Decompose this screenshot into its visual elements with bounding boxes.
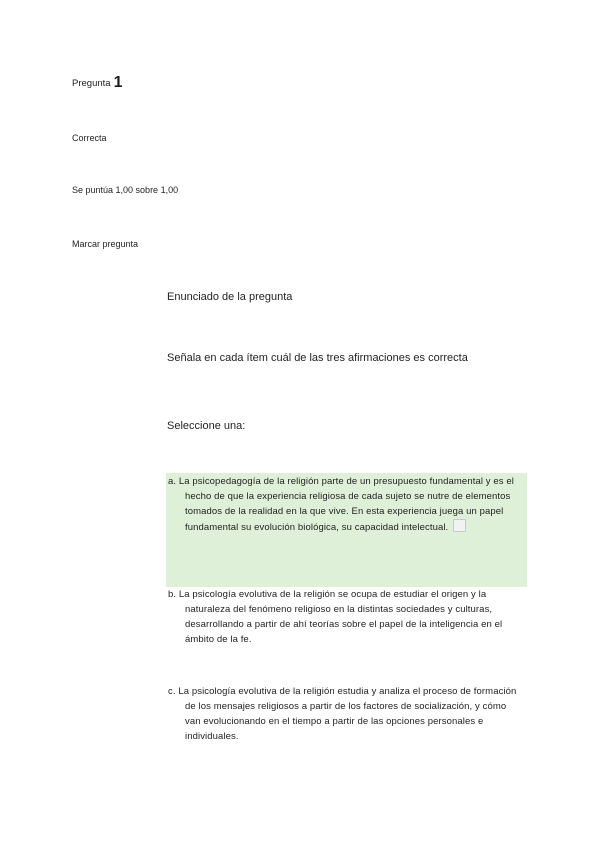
answer-letter: a. <box>168 476 177 487</box>
answer-text-wrapper <box>168 684 521 744</box>
answer-text: La psicopedagogía de la religión parte de un presupuesto fundamental y es el hecho de que la experiencia religiosa de cada sujeto se nutre de elementos tomados de la realidad en la que vive. En esta experiencia juega un papel fundamental su evolución biológica, su capacidad intelectual. <box>178 476 514 533</box>
answer-text: La psicología evolutiva de la religión se ocupa de estudiar el origen y la naturaleza del fenómeno religioso en la distintas sociedades y culturas, desarrollando a partir de ahí teorías sobre el papel de la inteligencia en el ámbito de la fe. <box>178 589 503 645</box>
answer-text-wrapper <box>168 587 521 647</box>
correct-mark-icon <box>453 519 466 532</box>
question-grade: Se puntúa 1,00 sobre 1,00 <box>72 185 179 195</box>
statement-heading: Enunciado de la pregunta <box>167 291 293 303</box>
answer-option-a[interactable] <box>166 473 527 587</box>
question-text: Señala en cada ítem cuál de las tres afirmaciones es correcta <box>167 352 468 364</box>
answer-text: La psicología evolutiva de la religión estudia y analiza el proceso de formación de los mensajes religiosos a partir de los factores de socialización, y cómo van evolucionando en el tiempo a partir de las opciones personales e individuales. <box>178 686 517 742</box>
question-state: Correcta <box>72 133 107 143</box>
answer-letter: c. <box>168 686 176 697</box>
answer-text-wrapper <box>168 474 521 535</box>
flag-question-link[interactable]: Marcar pregunta <box>72 239 139 249</box>
select-prompt: Seleccione una: <box>167 420 246 432</box>
answer-option-b[interactable] <box>166 587 527 647</box>
answer-option-c[interactable] <box>166 684 527 744</box>
question-number: 1 <box>113 74 123 91</box>
answer-letter: b. <box>168 589 177 600</box>
question-heading <box>72 74 122 92</box>
question-label: Pregunta <box>72 78 111 89</box>
